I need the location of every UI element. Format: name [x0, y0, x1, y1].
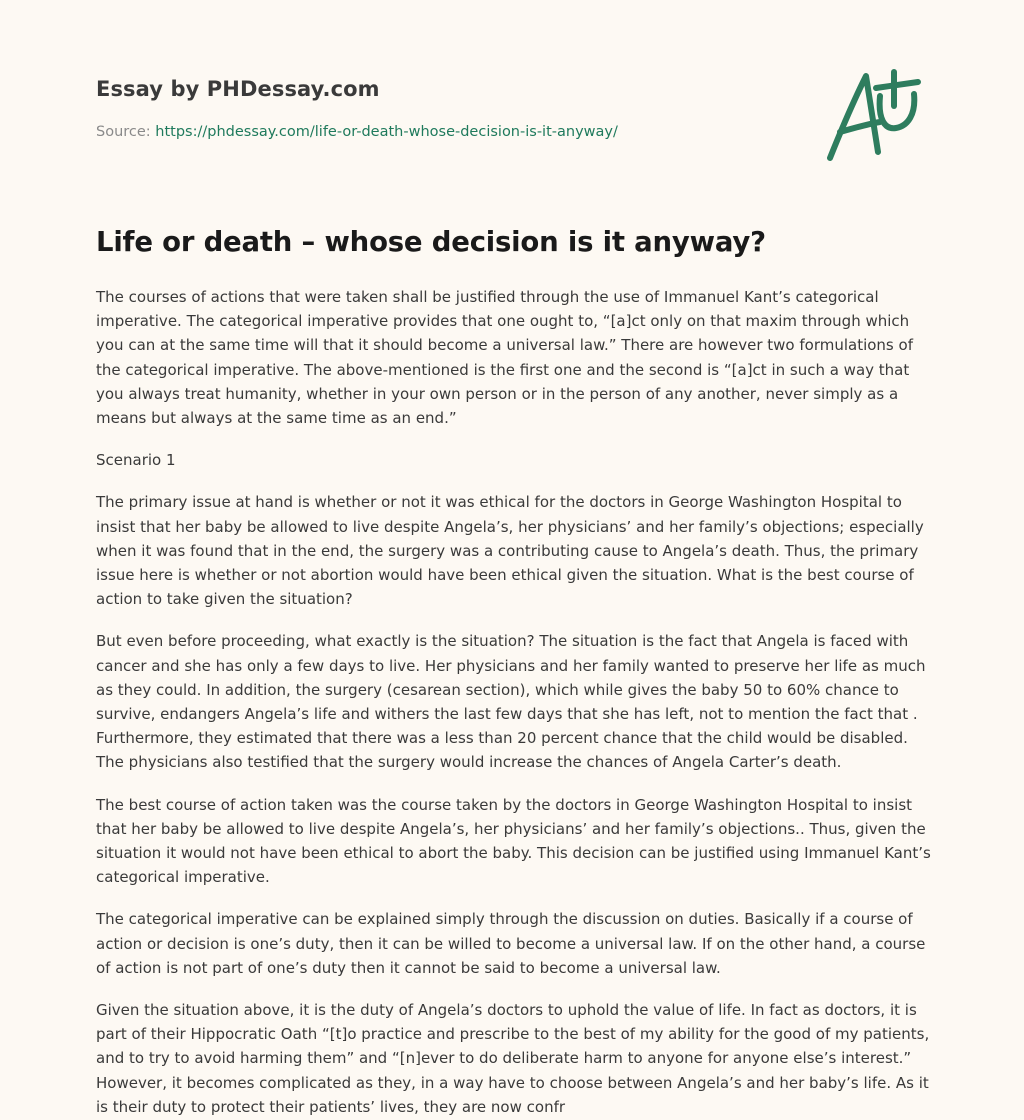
essay-paragraph: The primary issue at hand is whether or not it was ethical for the doctors in George Washington Hospital to insist that her baby be allowed to live despite Angela’s, her physicians’ and her family’s objections; especially when it was found that in the end, the surgery was a contributing cause to Angela’s death. Thus, the primary issue here is whether or not abortion would have been ethical given the situation. What is the best course of action to take given the situation? — [96, 493, 924, 609]
essay-body — [96, 285, 932, 1120]
source-link[interactable]: https://phdessay.com/life-or-death-whose-decision-is-it-anyway/ — [155, 124, 618, 140]
essay-title: Life or death – whose decision is it anyway? — [96, 226, 766, 258]
essay-paragraph: The courses of actions that were taken shall be justified through the use of Immanuel Kant’s categorical imperative. The categorical imperative provides that one ought to, “[a]ct only on that maxim through which you can at the same time will that it should become a universal law.” There are however two formulations of the categorical imperative. The above-mentioned is the first one and the second is “[a]ct in such a way that you always treat humanity, whether in your own person or in the person of any another, never simply as a means but always at the same time as an end.” — [96, 288, 913, 428]
source-line — [96, 124, 618, 140]
site-brand: Essay by PHDessay.com — [96, 77, 380, 101]
a-plus-logo-icon — [820, 66, 930, 166]
essay-paragraph: But even before proceeding, what exactly is the situation? The situation is the fact that Angela is faced with cancer and she has only a few days to live. Her physicians and her family wanted to preserve her life as much as they could. In addition, the surgery (cesarean section), which while gives the baby 50 to 60% chance to survive, endangers Angela’s life and withers the last few days that she has left, not to mention the fact that . Furthermore, they estimated that there was a less than 20 percent chance that the child would be disabled. The physicians also testified that the surgery would increase the chances of Angela Carter’s death. — [96, 632, 926, 772]
essay-paragraph: The categorical imperative can be explained simply through the discussion on duties. Basically if a course of action or decision is one’s duty, then it can be willed to become a universal law. If on the other hand, a course of action is not part of one’s duty then it cannot be said to become a universal law. — [96, 910, 926, 977]
essay-paragraph: The best course of action taken was the course taken by the doctors in George Washington Hospital to insist that her baby be allowed to live despite Angela’s, her physicians’ and her family’s objections.. Thus, given the situation it would not have been ethical to abort the baby. This decision can be justified using Immanuel Kant’s categorical imperative. — [96, 795, 931, 887]
scenario-heading: Scenario 1 — [96, 451, 176, 470]
source-label: Source: — [96, 124, 156, 140]
essay-paragraph-truncated: Given the situation above, it is the duty of Angela’s doctors to uphold the value of life. In fact as doctors, it is part of their Hippocratic Oath “[t]o practice and prescribe to the best of my ability for the good of my patients, and to try to avoid harming them” and “[n]ever to do deliberate harm to anyone for anyone else’s interest.” However, it becomes complicated as they, in a way have to choose between Angela’s and her baby’s life. As it is their duty to protect their patients’ lives, they are now confr — [96, 1001, 930, 1116]
